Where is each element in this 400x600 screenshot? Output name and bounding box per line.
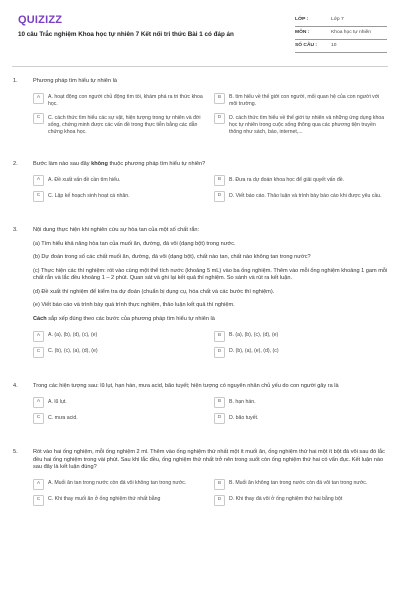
question-paragraph: (a) Tìm hiểu khả năng hòa tan của muối ăn, đường, đá vôi (dạng bột) trong nước. bbox=[33, 240, 236, 247]
option-letter-box: C bbox=[33, 347, 44, 358]
instruction-emphasis: Cách bbox=[33, 316, 47, 322]
question-number: 4. bbox=[13, 382, 18, 389]
option-letter-box: C bbox=[33, 113, 44, 124]
option-text: D. (b), (a), (e), (d), (c) bbox=[229, 348, 279, 355]
answer-options bbox=[33, 175, 388, 207]
instruction-text: sắp xếp đúng theo các bước của phương pháp tìm hiểu tự nhiên là bbox=[46, 316, 215, 322]
header-divider bbox=[12, 66, 388, 67]
meta-label: SỐ CÂU : bbox=[295, 42, 318, 48]
option-d[interactable] bbox=[214, 495, 388, 506]
quizizz-logo: QUIZIZZ bbox=[18, 14, 63, 26]
option-b[interactable] bbox=[214, 397, 388, 408]
option-text: D. Viết báo cáo. Thảo luận và trình bày báo cáo khi được yêu cầu. bbox=[229, 192, 382, 199]
option-text: A. lũ lụt. bbox=[48, 398, 67, 405]
question-list bbox=[0, 72, 400, 511]
option-a[interactable] bbox=[33, 397, 207, 408]
option-letter-box: C bbox=[33, 191, 44, 202]
question-number: 2. bbox=[13, 160, 18, 167]
question-text-start: Bước làm nào sau đây bbox=[33, 160, 92, 167]
meta-label: LỚP : bbox=[295, 16, 309, 22]
option-letter-box: A bbox=[33, 93, 44, 104]
option-letter-box: B bbox=[214, 397, 225, 408]
option-c[interactable] bbox=[33, 191, 207, 202]
question-text bbox=[33, 161, 388, 169]
question-paragraph: (d) Đề xuất thí nghiệm để kiểm tra dự đoán (chuẩn bị dụng cụ, hóa chất và các bước thí nghiệm). bbox=[33, 288, 275, 295]
answer-options bbox=[33, 93, 388, 141]
meta-value: Lớp 7 bbox=[331, 16, 344, 22]
option-letter-box: B bbox=[214, 175, 225, 186]
question-paragraph: (e) Viết báo cáo và trình bày quá trình thực nghiệm, thảo luận kết quả thí nghiệm. bbox=[33, 302, 235, 309]
question-text-emphasis: không bbox=[91, 160, 108, 167]
option-c[interactable] bbox=[33, 495, 207, 506]
option-letter-box: B bbox=[214, 331, 225, 342]
option-letter-box: A bbox=[33, 331, 44, 342]
meta-value: 10 bbox=[331, 42, 337, 48]
worksheet-header bbox=[0, 0, 400, 66]
answer-options bbox=[33, 397, 388, 429]
option-text: C. (b), (c), (a), (d), (e) bbox=[48, 348, 98, 355]
option-text: C. Khi thay muối ăn ở ống nghiệm thứ nhất bằng bbox=[48, 496, 161, 503]
meta-row-class bbox=[295, 14, 387, 27]
option-text: A. hoạt động con người chủ động tìm tòi, khám phá ra tri thức khoa học. bbox=[48, 94, 203, 108]
option-c[interactable] bbox=[33, 113, 207, 136]
meta-label: MÔN : bbox=[295, 29, 310, 35]
answer-options bbox=[33, 479, 388, 511]
option-a[interactable] bbox=[33, 331, 207, 342]
option-letter-box: B bbox=[214, 93, 225, 104]
option-letter-box: D bbox=[214, 413, 225, 424]
option-letter-box: D bbox=[214, 113, 225, 124]
option-letter-box: C bbox=[33, 495, 44, 506]
option-text: B. Muối ăn không tan trong nước còn đá vôi tan trong nước. bbox=[229, 480, 368, 487]
question-paragraph: (c) Thực hiện các thí nghiệm: rót vào cùng một thể tích nước (khoảng 5 mL) vào ba ống nghiệm. Thêm vào mỗi ống nghiệm khoảng 1 gam mỗi chất rắn và lắc đều khoảng 1 – 2 phút. Quan sát và ghi lại kết quả thí nghiệm. So sánh và rút ra kết luận. bbox=[33, 267, 388, 282]
option-text: D. Khi thay đá vôi ở ống nghiệm thứ hai bằng bột bbox=[229, 496, 343, 503]
option-text: A. (a), (b), (d), (c), (e) bbox=[48, 332, 98, 339]
option-a[interactable] bbox=[33, 175, 207, 186]
option-letter-box: D bbox=[214, 347, 225, 358]
option-c[interactable] bbox=[33, 413, 207, 424]
question-instruction bbox=[33, 316, 388, 324]
question-5 bbox=[0, 449, 400, 511]
option-b[interactable] bbox=[214, 93, 388, 109]
question-number: 3. bbox=[13, 227, 18, 234]
option-b[interactable] bbox=[214, 175, 388, 186]
option-b[interactable] bbox=[214, 479, 388, 490]
option-text: C. cách thức tìm hiểu các sự vật, hiện tượng trong tự nhiên và đời sống, chứng minh được các vấn đề trong thực tiễn bằng các dẫn chứng khoa học. bbox=[48, 114, 201, 135]
option-letter-box: C bbox=[33, 413, 44, 424]
option-d[interactable] bbox=[214, 191, 388, 202]
question-text: Rót vào hai ống nghiệm, mỗi ống nghiệm 2 ml. Thêm vào ống nghiệm thứ nhất một ít muối ăn, ống nghiệm thứ hai một ít bột đá vôi sau đó lắc đều hai ống nghiệm trong vài phút. Sau khi lắc đều, ống nghiệm thứ nhất trở nên trong suốt còn ống nghiệm thứ hai có vẩn đục. Kết luận nào sau đây là kết luận đúng? bbox=[33, 449, 385, 471]
question-number: 5. bbox=[13, 449, 18, 456]
option-a[interactable] bbox=[33, 93, 207, 109]
meta-row-count bbox=[295, 40, 387, 53]
question-text: Trong các hiện tượng sau: lũ lụt, hạn hán, mưa acid, bão tuyết; hiện tượng có nguyên nhân chủ yếu do con người gây ra là bbox=[33, 382, 339, 389]
option-letter-box: D bbox=[214, 495, 225, 506]
option-b[interactable] bbox=[214, 331, 388, 342]
meta-value: Khoa học tự nhiên bbox=[331, 29, 371, 35]
question-4 bbox=[0, 383, 400, 430]
meta-row-subject bbox=[295, 27, 387, 40]
option-text: C. Lập kế hoạch sinh hoạt cá nhân. bbox=[48, 192, 130, 199]
question-3 bbox=[0, 227, 400, 362]
question-1 bbox=[0, 78, 400, 141]
option-letter-box: A bbox=[33, 479, 44, 490]
option-letter-box: A bbox=[33, 175, 44, 186]
option-text: B. tìm hiểu về thế giới con người, mối quan hệ của con người với môi trường. bbox=[229, 94, 380, 108]
option-text: C. mưa acid. bbox=[48, 414, 78, 421]
question-text: Nội dung thực hiện khi nghiên cứu sự hòa tan của một số chất rắn: bbox=[33, 227, 200, 234]
option-a[interactable] bbox=[33, 479, 207, 490]
option-letter-box: A bbox=[33, 397, 44, 408]
question-2 bbox=[0, 161, 400, 208]
option-text: D. cách thức tìm hiểu về thế giới tự nhiên và những ứng dụng khoa học tự nhiên trong cuộc sống thông qua các phương tiện truyền thông như sách, báo, internet,... bbox=[229, 114, 385, 135]
answer-options bbox=[33, 331, 388, 363]
option-c[interactable] bbox=[33, 347, 207, 358]
option-text: B. Đưa ra dự đoán khoa học để giải quyết vấn đề. bbox=[229, 176, 345, 183]
option-text: B. hạn hán. bbox=[229, 398, 256, 405]
option-text: A. Muối ăn tan trong nước còn đá vôi không tan trong nước. bbox=[48, 480, 187, 487]
option-d[interactable] bbox=[214, 347, 388, 358]
option-d[interactable] bbox=[214, 113, 388, 136]
option-text: D. bão tuyết. bbox=[229, 414, 259, 421]
worksheet-title: 10 câu Trắc nghiệm Khoa học tự nhiên 7 Kết nối tri thức Bài 1 có đáp án bbox=[18, 31, 234, 38]
question-number: 1. bbox=[13, 78, 18, 84]
question-text-end: thuộc phương pháp tìm hiểu tự nhiên? bbox=[107, 160, 206, 167]
question-paragraph: (b) Dự đoán trong số các chất muối ăn, đường, đá vôi (dạng bột), chất nào tan, chất nào không tan trong nước? bbox=[33, 254, 311, 261]
option-letter-box: D bbox=[214, 191, 225, 202]
question-text: Phương pháp tìm hiểu tự nhiên là bbox=[33, 78, 117, 84]
option-text: B. (a), (b), (c), (d), (e) bbox=[229, 332, 279, 339]
worksheet-meta bbox=[295, 14, 387, 53]
option-text: A. Đề xuất vấn đề cần tìm hiểu. bbox=[48, 176, 121, 183]
option-letter-box: B bbox=[214, 479, 225, 490]
option-d[interactable] bbox=[214, 413, 388, 424]
